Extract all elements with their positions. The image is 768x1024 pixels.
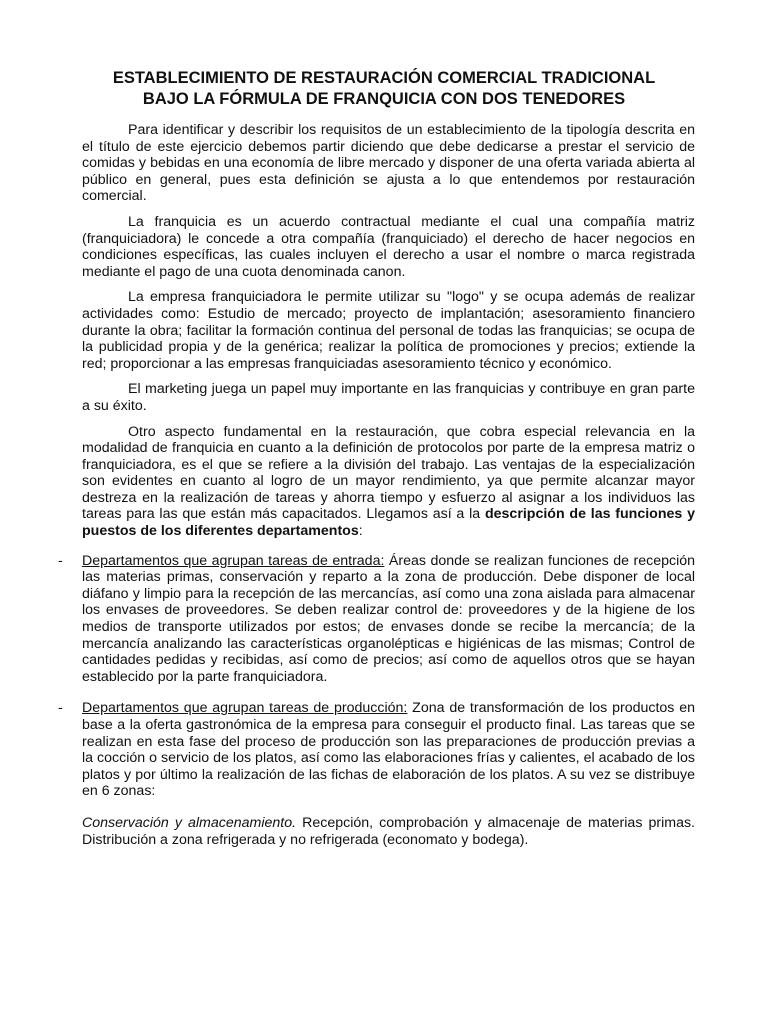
paragraph-division-bold: descripción de las funciones y puestos de los diferentes departamentos xyxy=(82,506,695,540)
paragraph-conservacion xyxy=(82,815,695,848)
document-body xyxy=(58,122,695,857)
title-line-2: BAJO LA FÓRMULA DE FRANQUICIA CON DOS TENEDORES xyxy=(142,90,626,108)
list-text-entrada: Áreas donde se realizan funciones de recepción las materias primas, conservación y reparto a la zona de producción. Debe disponer de local diáfano y limpio para la recepción de las mercancías, así como una zona aislada para almacenar los envases de proveedores. Se deben realizar control de: proveedores y de la higiene de los medios de transporte utilizados por estos; de envases donde se recibe la mercancía; de la mercancía analizando las características organolépticas e higiénicas de las mismas; Control de cantidades pedidas y recibidas, así como de precios; así como de aquellos otros que se hayan establecido por la parte franquiciadora. xyxy=(82,552,695,685)
list-item-produccion xyxy=(58,700,695,800)
list-dash: - xyxy=(58,552,63,569)
title-line-1: ESTABLECIMIENTO DE RESTAURACIÓN COMERCIAL TRADICIONAL xyxy=(112,69,656,87)
list-heading-entrada: Departamentos que agrupan tareas de entrada: xyxy=(82,552,385,569)
list-heading-produccion: Departamentos que agrupan tareas de producción: xyxy=(82,700,408,717)
paragraph-division-text: Otro aspecto fundamental en la restauración, que cobra especial relevancia en la modalidad de franquicia en cuanto a la definición de protocolos por parte de la empresa matriz o franquiciadora, es el que se refiere a la división del trabajo. Las ventajas de la especialización son evidentes en cuanto al logro de un mayor rendimiento, ya que permite alcanzar mayor destreza en la realización de tareas y ahorra tiempo y esfuerzo al asignar a los individuos las tareas para las que están más capacitados. Llegamos así a la xyxy=(82,423,695,523)
list-dash: - xyxy=(58,700,63,717)
paragraph-marketing: El marketing juega un papel muy importante en las franquicias y contribuye en gran parte a su éxito. xyxy=(82,381,695,414)
paragraph-empresa: La empresa franquiciadora le permite utilizar su "logo" y se ocupa además de realizar actividades como: Estudio de mercado; proyecto de implantación; asesoramiento financiero durante la obra; facilitar la formación continua del personal de todas las franquicias; se ocupa de la publicidad propia y de la genérica; realizar la política de promociones y precios; extiende la red; proporcionar a las empresas franquiciadas asesoramiento técnico y económico. xyxy=(82,289,695,372)
paragraph-division-end: : xyxy=(358,523,363,540)
list-item-entrada xyxy=(58,552,695,686)
list-text-produccion: Zona de transformación de los productos en base a la oferta gastronómica de la empresa para conseguir el producto final. Las tareas que se realizan en esta fase del proceso de producción son las preparaciones de producción previas a la cocción o servicio de los platos, así como las elaboraciones frías y calientes, el acabado de los platos y por último la realización de las fichas de elaboración de los platos. A su vez se distribuye en 6 zonas: xyxy=(82,700,695,800)
conservacion-text: Recepción, comprobación y almacenaje de materias primas. Distribución a zona refrigerada y no refrigerada (economato y bodega). xyxy=(82,814,695,848)
conservacion-heading: Conservación y almacenamiento. xyxy=(82,814,297,831)
paragraph-franquicia: La franquicia es un acuerdo contractual mediante el cual una compañía matriz (franquiciadora) le concede a otra compañía (franquiciado) el derecho de hacer negocios en condiciones específicas, las cuales incluyen el derecho a usar el nombre o marca registrada mediante el pago de una cuota denominada canon. xyxy=(82,213,695,280)
paragraph-division-trabajo xyxy=(82,424,695,540)
paragraph-intro: Para identificar y describir los requisitos de un establecimiento de la tipología descrita en el título de este ejercicio debemos partir diciendo que debe dedicarse a prestar el servicio de comidas y bebidas en una economía de libre mercado y disponer de una oferta variada abierta al público en general, pues esta definición se ajusta a lo que entendemos por restauración comercial. xyxy=(82,122,695,205)
document-title xyxy=(64,68,704,110)
